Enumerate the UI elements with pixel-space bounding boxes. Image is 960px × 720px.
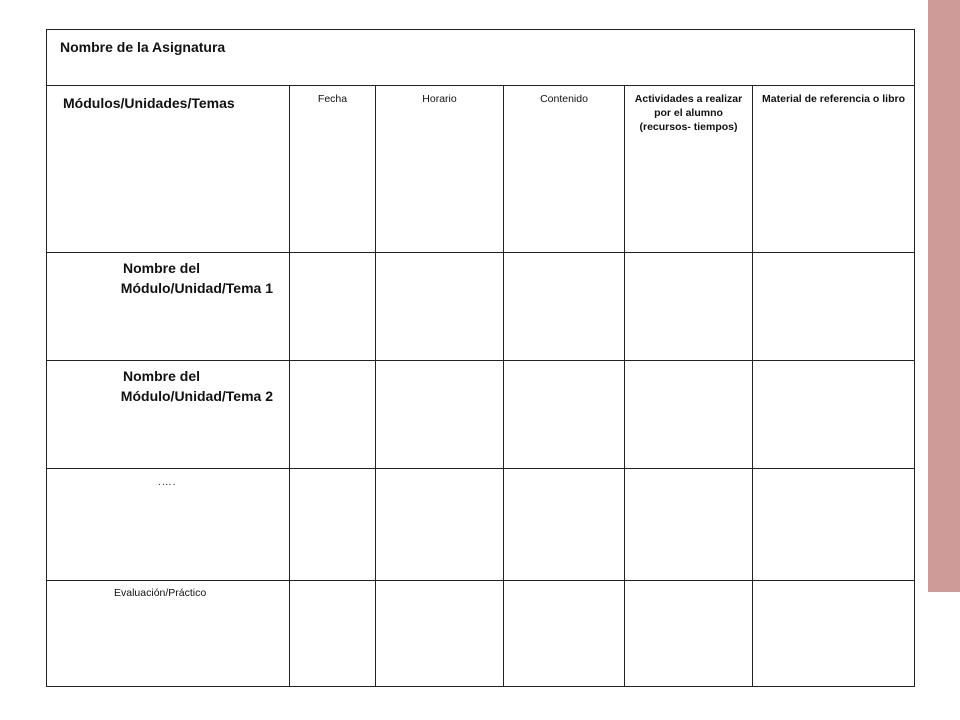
accent-bar [928, 0, 960, 592]
cell-contenido[interactable] [504, 469, 625, 581]
ellipsis-label: .…. [158, 477, 177, 488]
modules-header-label: Módulos/Unidades/Temas [63, 95, 235, 111]
evaluation-cell[interactable] [47, 581, 290, 687]
cell-horario[interactable] [376, 581, 504, 687]
cell-actividades[interactable] [625, 469, 753, 581]
table-row [47, 469, 915, 581]
cell-fecha[interactable] [290, 361, 376, 469]
cell-fecha[interactable] [290, 469, 376, 581]
module-name-line2: Módulo/Unidad/Tema 2 [120, 388, 273, 404]
column-header-fecha [290, 86, 376, 253]
table-row [47, 581, 915, 687]
table-row [47, 253, 915, 361]
subject-name-cell[interactable] [47, 30, 915, 86]
cell-fecha[interactable] [290, 253, 376, 361]
column-header-horario [376, 86, 504, 253]
header-row [47, 86, 915, 253]
column-header-label: Contenido [540, 93, 588, 105]
column-header-actividades [625, 86, 753, 253]
cell-actividades[interactable] [625, 581, 753, 687]
cell-material[interactable] [753, 581, 915, 687]
column-header-label: Horario [422, 93, 457, 105]
module-name-line1: Nombre del [123, 368, 201, 384]
cell-horario[interactable] [376, 253, 504, 361]
subject-label: Nombre de la Asignatura [60, 39, 226, 55]
module-name-line1: Nombre del [123, 260, 201, 276]
cell-horario[interactable] [376, 469, 504, 581]
ellipsis-cell[interactable] [47, 469, 290, 581]
module-name-line2: Módulo/Unidad/Tema 1 [120, 280, 273, 296]
course-plan-table [46, 29, 915, 687]
modules-header [47, 86, 290, 253]
cell-contenido[interactable] [504, 253, 625, 361]
cell-material[interactable] [753, 361, 915, 469]
column-header-material [753, 86, 915, 253]
cell-contenido[interactable] [504, 361, 625, 469]
cell-actividades[interactable] [625, 253, 753, 361]
column-header-label: Fecha [317, 93, 348, 105]
cell-horario[interactable] [376, 361, 504, 469]
cell-fecha[interactable] [290, 581, 376, 687]
module-name-cell[interactable] [47, 361, 290, 469]
table-row [47, 361, 915, 469]
cell-material[interactable] [753, 469, 915, 581]
subject-row [47, 30, 915, 86]
cell-actividades[interactable] [625, 361, 753, 469]
column-header-contenido [504, 86, 625, 253]
cell-material[interactable] [753, 253, 915, 361]
evaluation-label: Evaluación/Práctico [114, 587, 207, 599]
module-name-cell[interactable] [47, 253, 290, 361]
column-header-label: Actividades a realizar por el alumno (recursos- tiempos) [634, 93, 743, 133]
cell-contenido[interactable] [504, 581, 625, 687]
column-header-label: Material de referencia o libro [762, 93, 905, 105]
